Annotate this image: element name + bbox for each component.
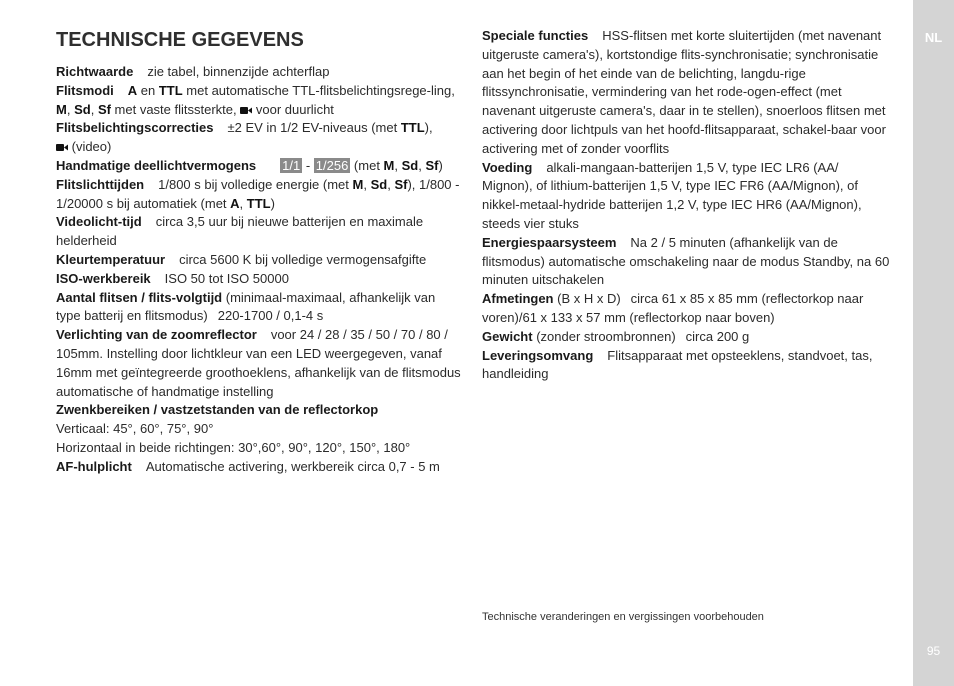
spec-sublabel: (B x H x D) (553, 291, 621, 307)
separator: - (302, 157, 314, 173)
spec-value: 220-1700 / 0,1-4 s (217, 308, 324, 324)
mode-sf-symbol: Sf (97, 101, 111, 117)
spec-label: Aantal flitsen / flits-volgtijd (56, 289, 223, 305)
separator: , (66, 101, 75, 117)
footer-note: Technische veranderingen en vergissingen voorbehouden (482, 611, 764, 623)
spec-label: Handmatige deellichtvermogens (56, 157, 257, 173)
spec-zwenkbereiken (56, 401, 462, 457)
spec-gewicht (482, 328, 892, 347)
spec-label: Zwenkbereiken / vastzetstanden van de reflectorkop (56, 402, 379, 418)
spec-text: met vaste flitssterkte, (110, 101, 241, 117)
spec-voeding (482, 159, 892, 234)
spec-deellichtvermogens (56, 157, 462, 176)
spec-text: ) (438, 157, 443, 173)
spec-value: circa 61 x 85 x 85 mm (reflectorkop naar voren)/61 x 133 x 57 mm (reflectorkop naar boven) (482, 291, 864, 325)
mode-a-symbol: A (127, 82, 138, 98)
display-value-min: 1/1 (282, 157, 301, 173)
language-label: NL (924, 30, 943, 45)
spec-label: Verlichting van de zoomreflector (56, 327, 257, 343)
video-camera-icon (56, 143, 68, 152)
spec-value: alkali-mangaan-batterijen 1,5 V, type IEC LR6 (AA/ Mignon), of lithium-batterijen 1,5 V, type IEC FR6 (AA/Mignon), of nikkel-metaal-hydride batterijen 1,2 V, type IEC HR6 (AA/Mignon), steeds vier stuks (482, 159, 862, 231)
spec-label: ISO-werkbereik (56, 270, 151, 286)
display-value-max: 1/256 (315, 157, 349, 173)
spec-value: circa 5600 K bij volledige vermogensafgifte (179, 251, 427, 267)
spec-label: Kleurtemperatuur (56, 251, 166, 267)
spec-label: Voeding (482, 159, 533, 175)
spec-value: Na 2 / 5 minuten (afhankelijk van de flitsmodus) automatische omschakeling naar de modus Standby, na 60 minuten uitschakelen (482, 234, 890, 288)
spec-text: 1/800 s bij volledige energie (met (158, 176, 353, 192)
spec-richtwaarde (56, 63, 462, 82)
spec-value: circa 200 g (685, 328, 750, 344)
separator: , (239, 195, 247, 211)
spec-leveringsomvang (482, 347, 892, 385)
spec-label: Energiespaarsysteem (482, 234, 617, 250)
mode-sf-symbol: Sf (394, 176, 408, 192)
spec-videolicht-tijd (56, 213, 462, 251)
spec-value: ISO 50 tot ISO 50000 (164, 270, 289, 286)
spec-text: ), (424, 120, 433, 136)
spec-vertical: Verticaal: 45°, 60°, 75°, 90° (56, 421, 214, 437)
mode-ttl-symbol: TTL (246, 195, 271, 211)
spec-af-hulplicht (56, 458, 462, 477)
spec-iso-werkbereik (56, 270, 462, 289)
separator: , (418, 157, 426, 173)
right-column (482, 27, 892, 384)
page-title: TECHNISCHE GEGEVENS (56, 29, 304, 51)
mode-m-symbol: M (383, 157, 395, 173)
mode-a-symbol: A (230, 195, 240, 211)
mode-sf-symbol: Sf (425, 157, 439, 173)
spec-flitslichttijden (56, 176, 462, 214)
video-camera-icon (240, 106, 252, 115)
spec-kleurtemperatuur (56, 251, 462, 270)
spec-aantal-flitsen (56, 289, 462, 327)
spec-flitsmodi (56, 82, 462, 120)
mode-ttl-symbol: TTL (158, 82, 183, 98)
spec-text: (video) (68, 139, 112, 155)
spec-label: Speciale functies (482, 28, 589, 43)
spec-value: Flitsapparaat met opsteeklens, standvoet, tas, handleiding (482, 347, 873, 382)
mode-ttl-symbol: TTL (400, 120, 425, 136)
spec-text: (met (350, 157, 384, 173)
separator: , (363, 176, 371, 192)
mode-m-symbol: M (352, 176, 364, 192)
mode-sd-symbol: Sd (370, 176, 388, 192)
separator: , (387, 176, 395, 192)
spec-zoomreflector (56, 326, 462, 401)
separator: , (90, 101, 98, 117)
mode-m-symbol: M (56, 101, 67, 117)
spec-label: Afmetingen (482, 291, 554, 307)
spec-label: Videolicht-tijd (56, 214, 142, 230)
left-column (56, 63, 462, 477)
spec-text: ), 1/800 - 1/20000 s bij automatiek (met (56, 176, 460, 211)
mode-sd-symbol: Sd (401, 157, 419, 173)
spec-label: Leveringsomvang (482, 347, 594, 363)
spec-speciale-functies (482, 27, 892, 159)
mode-sd-symbol: Sd (74, 101, 91, 117)
spec-label: Flitsmodi (56, 82, 114, 98)
spec-text: en (137, 82, 159, 98)
spec-value: voor 24 / 28 / 35 / 50 / 70 / 80 / 105mm. Instelling door lichtkleur van een LED weergegeven, vanaf 16mm met geïntegreerde groothoeklens, afhankelijk van de flitsmodus automatische of handmatige instelling (56, 327, 461, 399)
spec-afmetingen (482, 290, 892, 328)
spec-value: circa 3,5 uur bij nieuwe batterijen en maximale helderheid (56, 214, 424, 249)
spec-value: zie tabel, binnenzijde achterflap (147, 64, 330, 79)
spec-horizontal: Horizontaal in beide richtingen: 30°,60°, 90°, 120°, 150°, 180° (56, 439, 411, 455)
spec-label: AF-hulplicht (56, 458, 132, 474)
spec-text: ±2 EV in 1/2 EV-niveaus (met (227, 120, 401, 136)
spec-energiespaarsysteem (482, 234, 892, 290)
separator: , (394, 157, 402, 173)
spec-label: Flitslichttijden (56, 176, 145, 192)
spec-value: HSS-flitsen met korte sluitertijden (met navenant uitgeruste camera's), kortstondige flits-synchronisatie; synchronisatie aan het begin of het einde van de belichting, langdu-rige flitssynchronisatie, vermindering van het rode-ogen-effect (met navenant uitgeruste camera's, daar in te stellen), snoerloos flitsen met activering door lichtpuls van het hoofd-flitsapparaat, schakel-baar voor activering met of zonder voorflits (482, 28, 886, 156)
spec-text: ) (270, 195, 275, 211)
page-number: 95 (926, 644, 941, 658)
page-sidebar (913, 0, 954, 686)
spec-label: Flitsbelichtingscorrecties (56, 120, 214, 136)
spec-text: (minimaal-maximaal, afhankelijk van type batterij en flitsmodus) (56, 289, 436, 324)
spec-label: Richtwaarde (56, 64, 134, 79)
spec-value: Automatische activering, werkbereik circa 0,7 - 5 m (145, 458, 440, 474)
spec-flitsbelichtingscorrecties (56, 119, 462, 157)
spec-label: Gewicht (482, 328, 533, 344)
spec-text: met automatische TTL-flitsbelichtingsrege-ling, (182, 82, 455, 98)
spec-text: voor duurlicht (252, 101, 334, 117)
spec-sublabel: (zonder stroombronnen) (532, 328, 676, 344)
